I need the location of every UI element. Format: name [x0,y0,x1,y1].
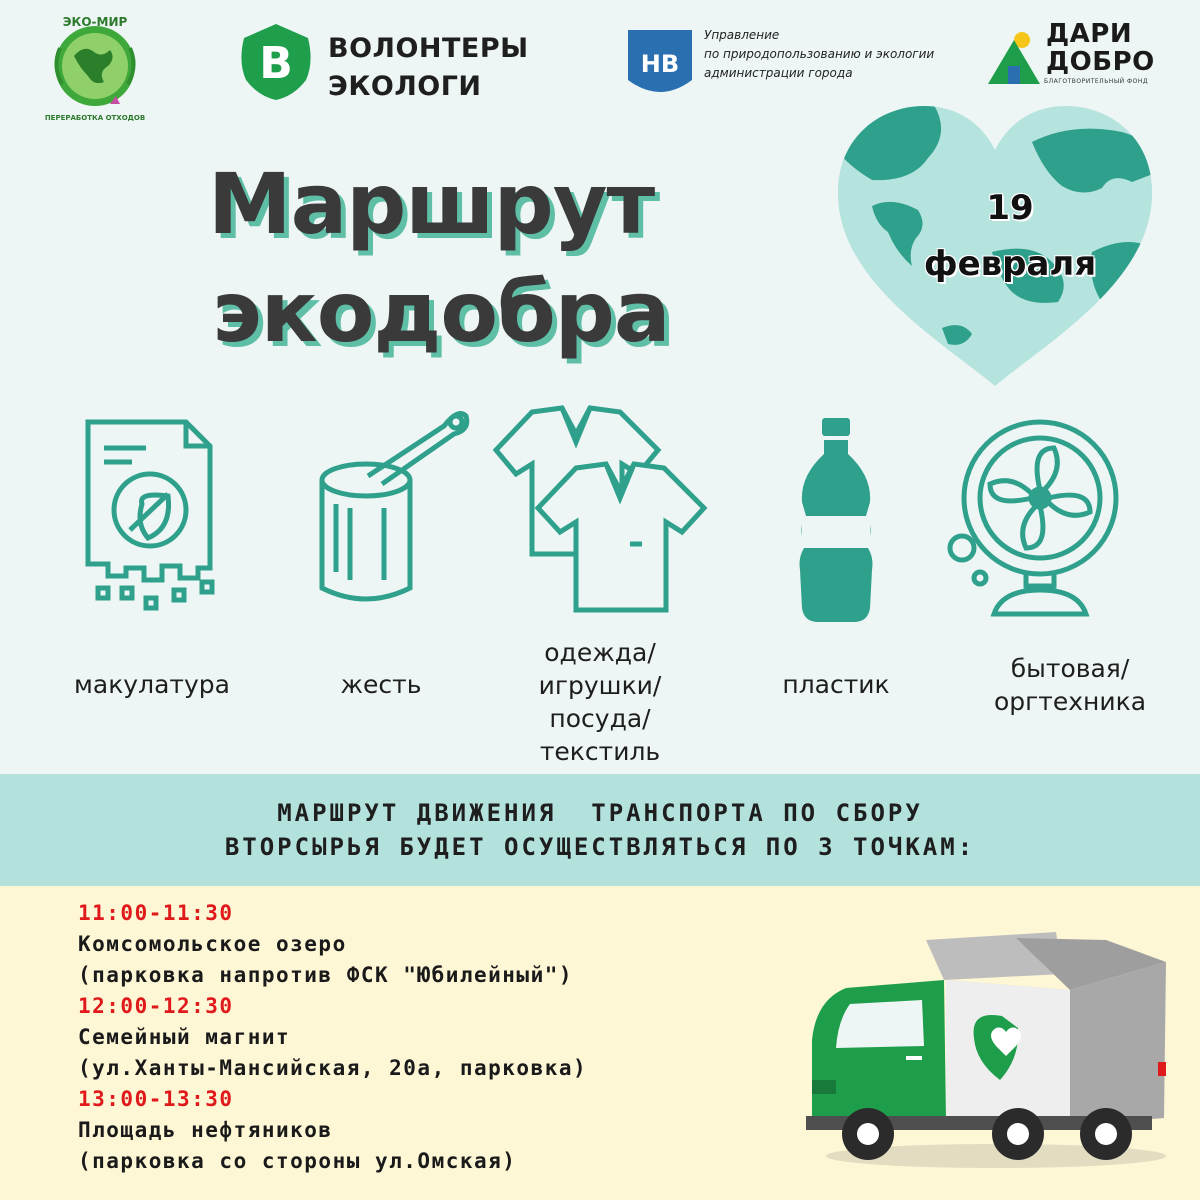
event-date [880,180,1140,292]
volunteers-logo-mark [236,22,316,102]
paper-icon [82,418,222,618]
stop-details: (ул.Ханты-Мансийская, 20а, парковка) [78,1056,588,1080]
bottle-icon [798,418,874,624]
dari-dobro-sub: БЛАГОТВОРИТЕЛЬНЫЙ ФОНД [1044,78,1149,85]
upravlenie-line1: Управление [704,28,780,42]
category-label-plastic [748,668,924,701]
stop-details: (парковка со стороны ул.Омская) [78,1149,517,1173]
stop-place: Семейный магнит [78,1025,291,1049]
category-label-line: игрушки/ [538,671,662,700]
dari-dobro-text [1046,20,1155,76]
event-date-month: февраля [923,244,1097,284]
category-label-clothes [500,636,700,768]
upravlenie-line3: администрации города [704,66,853,80]
category-label-line: посуда/ [549,704,651,733]
fan-icon [940,418,1120,626]
category-label-line: жесть [340,670,422,699]
stop-place: Площадь нефтяников [78,1118,333,1142]
category-label-appliances [962,652,1178,718]
volunteers-logo-text [328,30,529,106]
upravlenie-line2: по природопользованию и экологии [704,47,935,61]
route-stop [78,1084,587,1177]
stop-time: 12:00-12:30 [78,994,234,1018]
category-label-tin [296,668,466,701]
upravlenie-text [704,26,934,83]
event-date-day: 19 [986,188,1034,228]
category-label-line: пластик [782,670,890,699]
dari-line2: ДОБРО [1046,47,1155,77]
title-line1: Маршрут [208,155,655,253]
clothes-icon [492,404,708,614]
volunteers-line1: ВОЛОНТЕРЫ [328,33,529,64]
stop-place: Комсомольское озеро [78,932,347,956]
category-label-line: бытовая/ [1010,654,1130,683]
category-label-paper [52,668,252,701]
title-line2: экодобра [212,263,670,361]
route-banner-line2: ВТОРСЫРЬЯ БУДЕТ ОСУЩЕСТВЛЯТЬСЯ ПО 3 ТОЧКАМ: [224,833,976,861]
nv-mark-text: НВ [640,50,680,78]
tin-can-icon [316,404,476,610]
stop-details: (парковка напротив ФСК "Юбилейный") [78,963,574,987]
stop-time: 13:00-13:30 [78,1087,234,1111]
stop-time: 11:00-11:30 [78,901,234,925]
route-banner [0,796,1200,864]
category-label-line: оргтехника [993,687,1147,716]
eko-mir-arc-text: ЭКО-МИР [62,15,128,29]
page-title [208,150,670,366]
nv-logo [626,28,694,100]
dari-line1: ДАРИ [1046,19,1133,49]
route-stop [78,898,587,991]
route-stop [78,991,587,1084]
category-label-line: текстиль [539,737,661,766]
volunteers-mark-letter: В [259,38,293,89]
route-banner-line1: МАРШРУТ ДВИЖЕНИЯ ТРАНСПОРТА ПО СБОРУ [277,799,923,827]
category-label-line: макулатура [74,670,230,699]
recycling-truck-illustration [806,930,1172,1170]
eko-mir-logo [40,8,150,128]
dari-dobro-logo-mark [984,26,1044,88]
volunteers-line2: ЭКОЛОГИ [328,71,482,102]
category-label-line: одежда/ [544,638,656,667]
route-schedule [78,898,587,1177]
eko-mir-sub-text: ПЕРЕРАБОТКА ОТХОДОВ [44,114,146,122]
